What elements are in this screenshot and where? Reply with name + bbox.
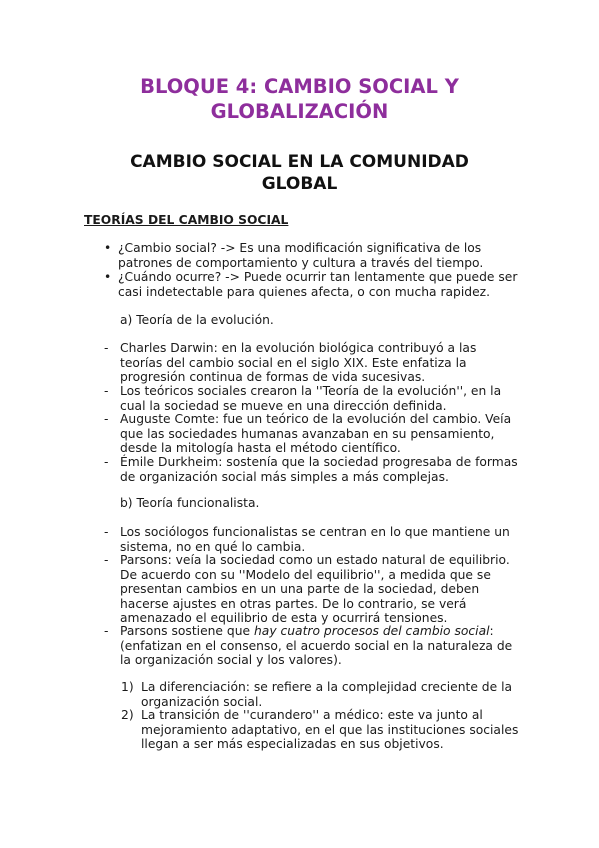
- dash-marker: -: [104, 412, 109, 426]
- bullet-marker: •: [104, 241, 112, 255]
- dash-item-teoricos: Los teóricos sociales crearon la ''Teoría de la evolución'', en la cual la sociedad se mueve en una dirección definida.: [120, 384, 502, 413]
- numbered-item-1: La diferenciación: se refiere a la complejidad creciente de la organización social.: [141, 680, 513, 709]
- dash-marker: -: [104, 624, 109, 638]
- dash-marker: -: [104, 341, 109, 355]
- subsection-a-heading: a) Teoría de la evolución.: [120, 313, 274, 327]
- document-title-line1: BLOQUE 4: CAMBIO SOCIAL Y: [140, 75, 459, 98]
- parsons-text-italic: hay cuatro procesos del cambio social: [253, 624, 490, 638]
- bullet-marker: •: [104, 270, 112, 284]
- bullet-item-1: ¿Cambio social? -> Es una modificación significativa de los patrones de comportamiento y cultura a través del tiempo.: [118, 241, 484, 270]
- dash-item-comte: Auguste Comte: fue un teórico de la evolución del cambio. Veía que las sociedades humanas avanzaban en su pensamiento, desde la mitología hasta el método científico.: [120, 412, 512, 455]
- parsons-text-after: : (enfatizan en el consenso, el acuerdo social en la naturaleza de la organización social y los valores).: [120, 624, 513, 667]
- parsons-text-before: Parsons sostiene que: [120, 624, 254, 638]
- dash-marker: -: [104, 525, 109, 539]
- dash-item-funcionalistas: Los sociólogos funcionalistas se centran en lo que mantiene un sistema, no en qué lo cambia.: [120, 525, 510, 554]
- dash-item-parsons-equilibrio: Parsons: veía la sociedad como un estado natural de equilibrio. De acuerdo con su ''Modelo del equilibrio'', a medida que se presentan cambios en un una parte de la sociedad, deben hacerse ajustes en otras partes. De lo contrario, se verá amenazado el equilibrio de esta y ocurrirá tensiones.: [120, 553, 510, 625]
- document-title-line2: GLOBALIZACIÓN: [210, 100, 389, 123]
- dash-item-parsons-procesos: [120, 624, 520, 668]
- bullet-item-2: ¿Cuándo ocurre? -> Puede ocurrir tan lentamente que puede ser casi indetectable para quienes afecta, o con mucha rapidez.: [118, 270, 518, 299]
- numbered-marker: 2): [121, 708, 134, 722]
- numbered-item-2: La transición de ''curandero'' a médico: este va junto al mejoramiento adaptativo, en el que las instituciones sociales llegan a ser más especializadas en sus objetivos.: [141, 708, 519, 751]
- chapter-title-line2: GLOBAL: [261, 174, 338, 194]
- chapter-title-line1: CAMBIO SOCIAL EN LA COMUNIDAD: [130, 152, 469, 172]
- dash-marker: -: [104, 553, 109, 567]
- numbered-marker: 1): [121, 680, 134, 694]
- dash-item-durkheim: Émile Durkheim: sostenía que la sociedad progresaba de formas de organización social más simples a más complejas.: [120, 455, 518, 484]
- section-heading: TEORÍAS DEL CAMBIO SOCIAL: [84, 213, 289, 227]
- dash-item-darwin: Charles Darwin: en la evolución biológica contribuyó a las teorías del cambio social en el siglo XIX. Este enfatiza la progresión continua de formas de vida sucesivas.: [120, 341, 477, 384]
- subsection-b-heading: b) Teoría funcionalista.: [120, 496, 260, 510]
- dash-marker: -: [104, 455, 109, 469]
- dash-marker: -: [104, 384, 109, 398]
